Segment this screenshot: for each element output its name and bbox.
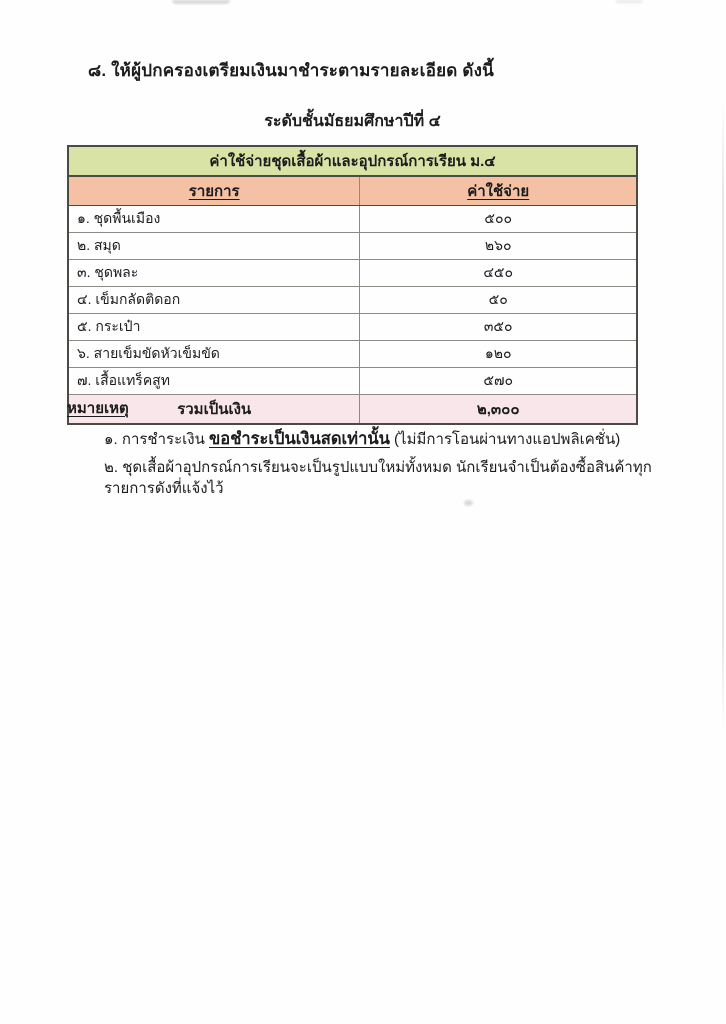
notes-heading: หมายเหตุ bbox=[67, 400, 129, 417]
table-row bbox=[68, 368, 637, 395]
scan-smudge bbox=[172, 0, 230, 4]
item-cell: ๓. ชุดพละ bbox=[68, 260, 360, 287]
column-header-item-label: รายการ bbox=[188, 183, 240, 200]
item-cell: ๖. สายเข็มขัดหัวเข็มขัด bbox=[68, 341, 360, 368]
cost-cell: ๕๗๐ bbox=[360, 368, 637, 395]
column-header-item bbox=[68, 176, 360, 206]
table-row bbox=[68, 233, 637, 260]
note-1-emphasis: ขอชำระเป็นเงินสดเท่านั้น bbox=[209, 430, 390, 448]
table-row bbox=[68, 260, 637, 287]
table-row bbox=[68, 287, 637, 314]
column-header-cost bbox=[360, 176, 637, 206]
cost-cell: ๒๖๐ bbox=[360, 233, 637, 260]
item-cell: ๑. ชุดพื้นเมือง bbox=[68, 206, 360, 233]
table-title-row bbox=[68, 146, 637, 176]
cost-cell: ๕๐ bbox=[360, 287, 637, 314]
total-label: รวมเป็นเงิน bbox=[68, 395, 360, 425]
item-cell: ๔. เข็มกลัดติดอก bbox=[68, 287, 360, 314]
expense-table bbox=[67, 145, 638, 425]
scan-edge-shadow bbox=[722, 96, 724, 736]
cost-cell: ๔๕๐ bbox=[360, 260, 637, 287]
table-column-header-row bbox=[68, 176, 637, 206]
page-heading: ๘. ให้ผู้ปกครองเตรียมเงินมาชำระตามรายละเอียด ดังนี้ bbox=[88, 61, 494, 80]
cost-cell: ๕๐๐ bbox=[360, 206, 637, 233]
note-item-1 bbox=[104, 429, 687, 450]
note-1-prefix: ๑. การชำระเงิน bbox=[104, 431, 210, 448]
item-cell: ๒. สมุด bbox=[68, 233, 360, 260]
table-row bbox=[68, 206, 637, 233]
grade-level-subtitle: ระดับชั้นมัธยมศึกษาปีที่ ๔ bbox=[264, 113, 441, 130]
note-1-suffix: (ไม่มีการโอนผ่านทางแอปพลิเคชั่น) bbox=[389, 431, 621, 448]
item-cell: ๗. เสื้อแทร็คสูท bbox=[68, 368, 360, 395]
cost-cell: ๓๕๐ bbox=[360, 314, 637, 341]
column-header-cost-label: ค่าใช้จ่าย bbox=[467, 183, 530, 200]
table-row bbox=[68, 314, 637, 341]
note-item-2: ๒. ชุดเสื้อผ้าอุปกรณ์การเรียนจะเป็นรูปแบบใหม่ทั้งหมด นักเรียนจำเป็นต้องซื้อสินค้าทุกรายการดังที่แจ้งไว้ bbox=[104, 459, 652, 497]
expense-table-container bbox=[67, 145, 638, 425]
table-row bbox=[68, 341, 637, 368]
scan-smudge bbox=[616, 0, 642, 3]
total-value: ๒,๓๐๐ bbox=[360, 395, 637, 425]
notes-section bbox=[67, 396, 687, 506]
table-title: ค่าใช้จ่ายชุดเสื้อผ้าและอุปกรณ์การเรียน ม.๔ bbox=[68, 146, 637, 176]
cost-cell: ๑๒๐ bbox=[360, 341, 637, 368]
item-cell: ๕. กระเป๋า bbox=[68, 314, 360, 341]
